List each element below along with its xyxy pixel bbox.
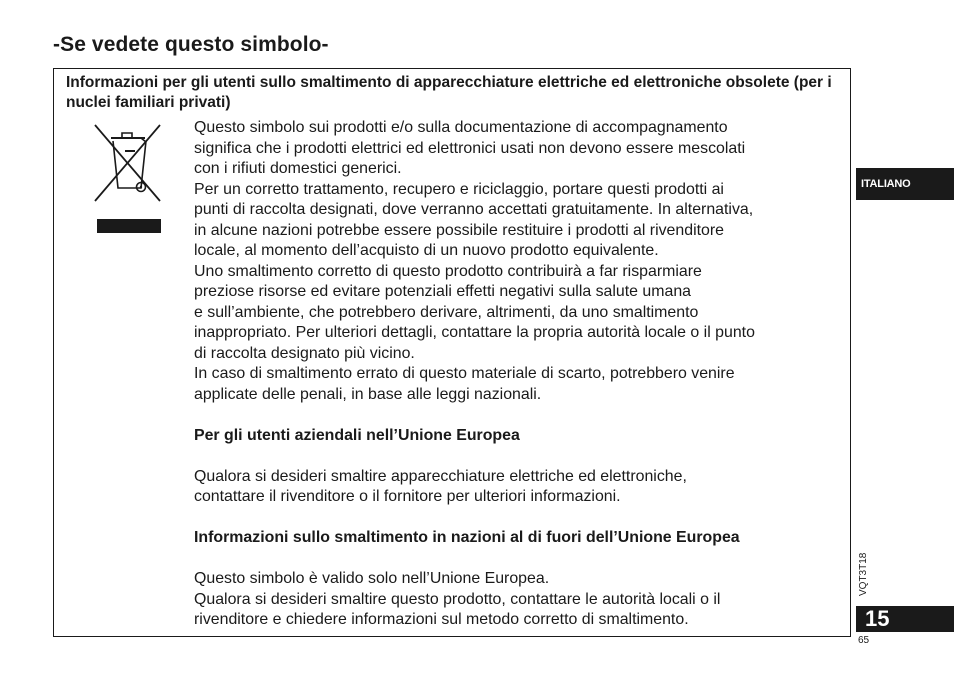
paragraph-meaning: Questo simbolo sui prodotti e/o sulla documentazione di accompagnamento significa che i prodotti elettrici ed elettronici usati non devono essere mescolati con i rifiuti domestici generici. xyxy=(194,119,746,177)
outside-eu-text-validity: Questo simbolo è valido solo nell’Unione Europea. xyxy=(194,570,550,587)
spacer xyxy=(194,508,844,529)
language-tab: ITALIANO xyxy=(856,168,954,200)
paragraph-penalties: In caso di smaltimento errato di questo materiale di scarto, potrebbero venire applicate delle penali, in base alle leggi nazionali. xyxy=(194,365,735,403)
page-number-small: 65 xyxy=(858,635,870,646)
disposal-notice-box xyxy=(53,68,851,637)
page-heading: -Se vedete questo simbolo- xyxy=(53,33,329,56)
spacer xyxy=(194,549,844,570)
paragraph-collection: Per un corretto trattamento, recupero e riciclaggio, portare questi prodotti ai punti di raccolta designati, dove verranno accettati gratuitamente. In alternativa, in alcune nazioni potrebbe essere possibile restituire i prodotti al rivenditore locale, al momento dell’acquisto di un nuovo prodotto equivalente. xyxy=(194,180,754,259)
crossed-out-wheelie-bin-icon xyxy=(91,122,165,204)
business-users-heading: Per gli utenti aziendali nell’Unione Europea xyxy=(194,426,520,444)
business-users-text: Qualora si desideri smaltire apparecchiature elettriche ed elettroniche, contattare il rivenditore o il fornitore per ulteriori informazioni. xyxy=(194,467,687,505)
notice-body xyxy=(194,118,844,631)
outside-eu-text-contact: Qualora si desideri smaltire questo prodotto, contattare le autorità locali o il rivenditore e chiedere informazioni sul metodo corretto di smaltimento. xyxy=(194,590,721,628)
spacer xyxy=(194,405,844,426)
spacer xyxy=(194,446,844,467)
page-number: 15 xyxy=(856,606,954,632)
weee-bar-mark xyxy=(97,219,161,233)
document-code: VQT3T18 xyxy=(858,552,869,596)
notice-title: Informazioni per gli utenti sullo smaltimento di apparecchiature elettriche ed elettroniche obsolete (per i nuclei familiari privati) xyxy=(66,74,832,111)
paragraph-benefits: Uno smaltimento corretto di questo prodotto contribuirà a far risparmiare preziose risorse ed evitare potenziali effetti negativi sulla salute umana e sull’ambiente, che potrebbero derivare, altrimenti, da uno smaltimento inappropriato. Per ulteriori dettagli, contattare la propria autorità locale o il punto di raccolta designato più vicino. xyxy=(194,262,755,362)
outside-eu-heading: Informazioni sullo smaltimento in nazioni al di fuori dell’Unione Europea xyxy=(194,529,740,546)
